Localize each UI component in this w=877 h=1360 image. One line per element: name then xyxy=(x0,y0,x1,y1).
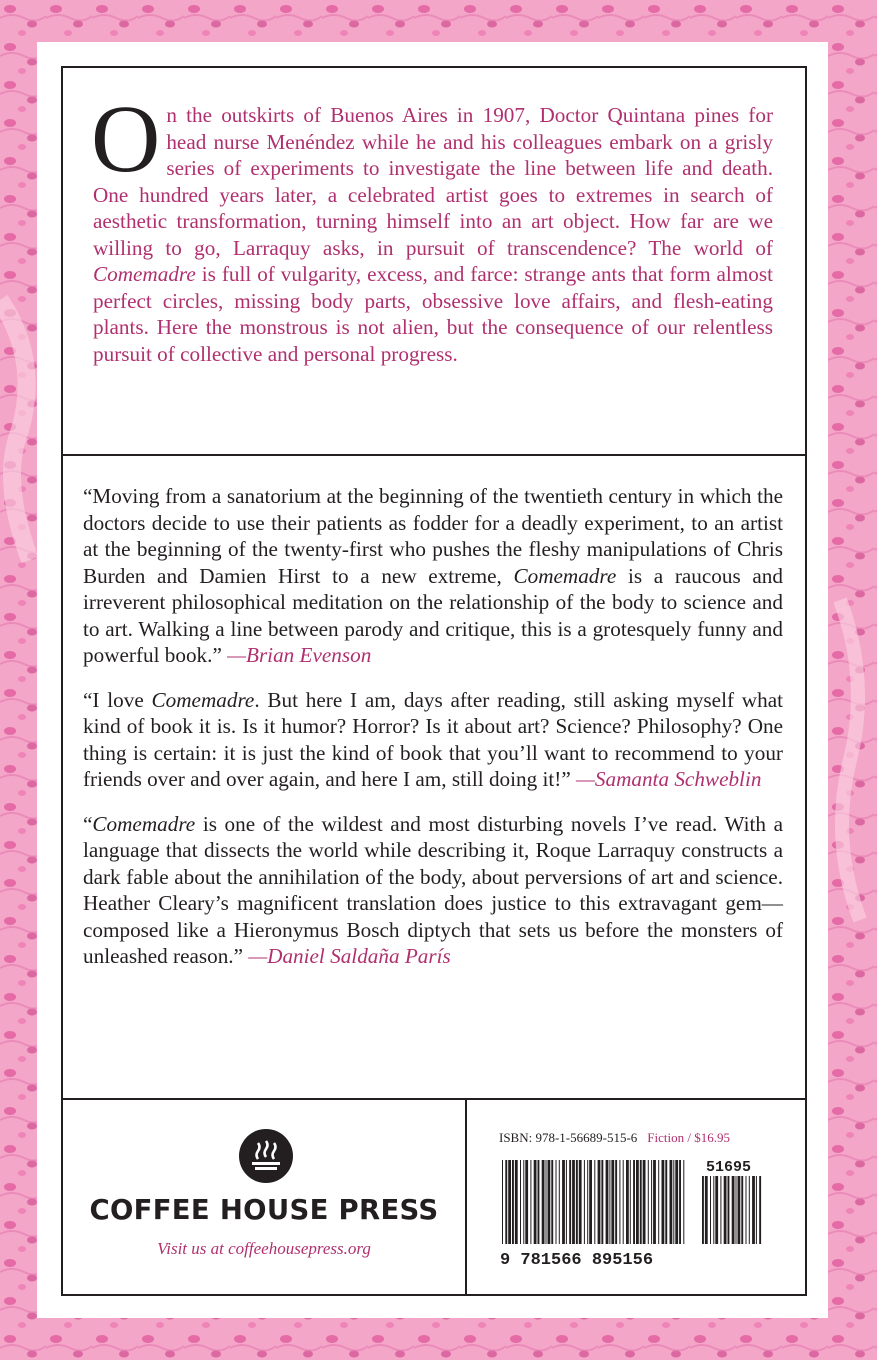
publisher-website[interactable]: Visit us at coffeehousepress.org xyxy=(157,1239,371,1258)
section-divider xyxy=(63,454,805,456)
isbn-line xyxy=(499,1130,730,1146)
quote-attribution: —Brian Evenson xyxy=(227,643,372,667)
content-frame xyxy=(61,66,807,1296)
description-text-start: n the outskirts of Buenos Aires in 1907, Doctor Quintana pines for head nurse Menéndez while he and his colleagues embark on a grisly series of experiments to investigate the line between life and death. One hundred years later, a celebrated artist goes to extremes in search of aesthetic transformation, turning himself into an art object. How far are we willing to go, Larraquy asks, in pursuit of transcendence? The world of xyxy=(93,103,773,260)
isbn-block xyxy=(467,1100,805,1294)
steaming-cup-icon xyxy=(238,1128,294,1184)
book-description xyxy=(91,85,773,367)
review-quotes xyxy=(83,483,783,988)
review-quote: “Moving from a sanatorium at the beginning of the twentieth century in which the doctors decide to use their patients as fodder for a deadly experiment, to an artist at the beginning of the twenty-first who pushes the fleshy manipulations of Chris Burden and Damien Hirst to a new extreme, Comemadre is a raucous and irreverent philosophical meditation on the relationship of the body to science and to art. Walking a line between parody and critique, this is a grotesquely funny and powerful book.” —Brian Evenson xyxy=(83,484,783,667)
barcode-number: 9 781566 895156 xyxy=(500,1251,654,1266)
book-title: Comemadre xyxy=(93,262,196,286)
quote-attribution: —Samanta Schweblin xyxy=(576,767,762,791)
price-code: 51695 xyxy=(706,1159,752,1176)
category-price: Fiction / $16.95 xyxy=(647,1130,730,1145)
description-text-end: is full of vulgarity, excess, and farce: strange ants that form almost perfect circles, missing body parts, obsessive love affairs, and flesh-eating plants. Here the monstrous is not alien, but the consequence of our relentless pursuit of collective and personal progress. xyxy=(93,262,773,366)
publisher-block xyxy=(63,1100,465,1294)
drop-cap: O xyxy=(91,85,161,192)
barcode-bars xyxy=(502,1160,684,1244)
quote-attribution: —Daniel Saldaña París xyxy=(248,944,451,968)
review-quote: “Comemadre is one of the wildest and most disturbing novels I’ve read. With a language that dissects the world while describing it, Roque Larraquy constructs a dark fable about the annihilation of the body, about perversions of art and science. Heather Cleary’s magnificent translation does justice to this extravagant gem—composed like a Hieronymus Bosch diptych that sets us before the monsters of unleashed reason.” —Daniel Saldaña París xyxy=(83,811,784,968)
publisher-name: COFFEE HOUSE PRESS xyxy=(89,1194,439,1226)
review-quote: “I love Comemadre. But here I am, days after reading, still asking myself what kind of book it is. Is it humor? Horror? Is it about art? Science? Philosophy? One thing is certain: it is just the kind of book that you’ll want to recommend to your friends over and over again, and here I am, still doing it!” —Samanta Schweblin xyxy=(83,687,783,791)
barcode-addon-bars xyxy=(702,1176,761,1244)
isbn-label: ISBN: 978-1-56689-515-6 xyxy=(499,1130,638,1145)
isbn-barcode xyxy=(498,1158,768,1266)
